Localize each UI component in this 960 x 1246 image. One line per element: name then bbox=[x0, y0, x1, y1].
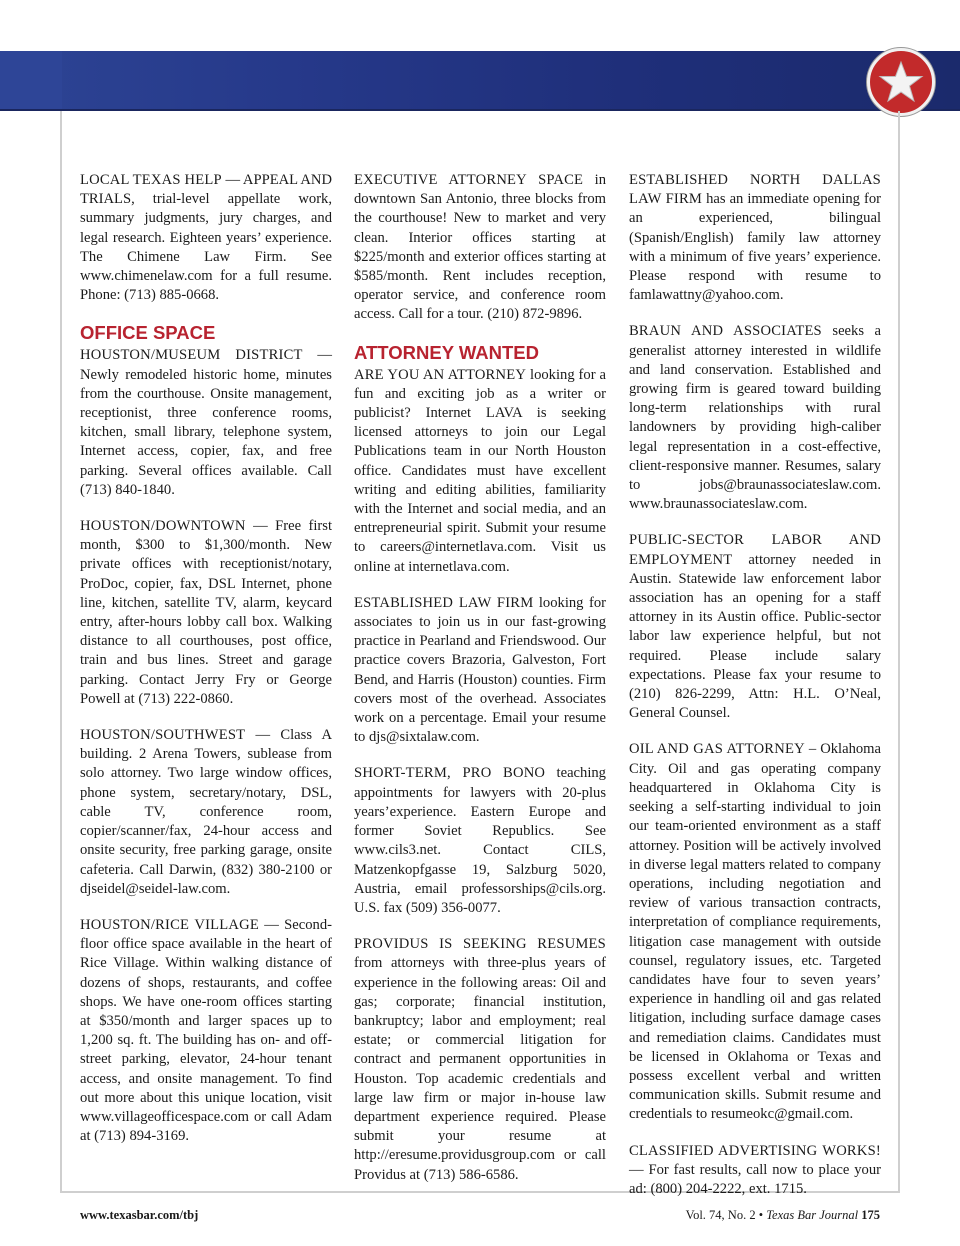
ad-houston-downtown: HOUSTON/DOWNTOWN — Free first month, $300 to $1,300/month. New private offices with receptionist/notary, ProDoc, copier, fax, DSL Internet, phone line, kitchen, satellite TV, alarm, keycard entry, after-hours lobby call box. Walking distance to all courthouses, post office, train and bus lines. Street and garage parking. Contact Jerry Fry or George Powell at (713) 222-0860. bbox=[80, 518, 332, 707]
ad-short-term-pro-bono: SHORT-TERM, PRO BONO teaching appointments for lawyers with 20-plus years’experience. Eastern Europe and former Soviet Republics. See www.cils3.net. Contact CILS, Matzenkopfgasse 19, Salzburg 5020, Austria, email professorships@cils.org. U.S. fax (509) 356-0077. bbox=[354, 765, 606, 916]
footer-volume: Vol. 74, No. 2 bbox=[685, 1208, 756, 1222]
footer-bullet: • bbox=[758, 1208, 764, 1222]
ad-braun-associates: BRAUN AND ASSOCIATES seeks a generalist attorney interested in wildlife and land conservation. Established and growing firm is geared toward building long-term relationships with rural landowners by providing high-caliber legal representation in a cost-effective, client-responsive manner. Resumes, salary to jobs@braunassociateslaw.com. www.braunassociateslaw.com. bbox=[629, 323, 881, 513]
ad-established-law-firm: ESTABLISHED LAW FIRM looking for associates to join us in our fast-growing practice in Pearland and Friendswood. Our practice covers Brazoria, Galveston, Fort Bend, and Harris (Houston) counties. Firm covers most of the overhead. Associates work on a percentage. Email your resume to djs@sixtalaw.com. bbox=[354, 594, 606, 746]
star-icon bbox=[878, 59, 924, 105]
footer-url[interactable]: www.texasbar.com/tbj bbox=[80, 1208, 199, 1222]
ad-providus: PROVIDUS IS SEEKING RESUMES from attorneys with three-plus years of experience in the following areas: Oil and gas; corporate; financial institution, bankruptcy; labor and employment; real estate; or commercial litigation for contract and permanent opportunities in Houston. Top academic credentials and large law firm or major in-house law department experience required. Please submit your resume at http://eresume.providusgroup.com or call Providus at (713) 586-6586. bbox=[354, 936, 606, 1183]
footer-issue-info bbox=[686, 1208, 880, 1223]
header-banner bbox=[0, 51, 960, 111]
heading-office-space: OFFICE SPACE bbox=[80, 322, 216, 344]
column-3 bbox=[629, 171, 881, 1216]
ad-internet-lava: ARE YOU AN ATTORNEY looking for a fun and exciting job as a writer or publicist? Internet LAVA is seeking licensed attorneys to join our Legal Publications team in our North Houston office. Candidates must have excellent writing and editing abilities, familiarity with the Internet and social media, and an entrepreneurial spirit. Submit your resume to careers@internetlava.com. Visit us online at internetlava.com. bbox=[354, 366, 606, 575]
ad-classified-advertising: CLASSIFIED ADVERTISING WORKS! — For fast results, call now to place your ad: (800) 204-2222, ext. 1715. bbox=[629, 1142, 881, 1197]
ad-public-sector-labor: PUBLIC-SECTOR LABOR AND EMPLOYMENT attorney needed in Austin. Statewide law enforcement labor association has an opening for a staff attorney in its Austin office. Public-sector labor law experience helpful, but not required. Please include salary expectations. Please fax your resume to (210) 826-2299, Attn: H.L. O’Neal, General Counsel. bbox=[629, 532, 881, 722]
ad-executive-attorney-space: EXECUTIVE ATTORNEY SPACE in downtown San Antonio, three blocks from the courthouse! New to market and very clean. Interior offices starting at $225/month and exterior offices starting at $585/month. Rent includes reception, operator service, and conference room access. Call for a tour. (210) 872-9896. bbox=[354, 172, 607, 323]
footer-page-number: 175 bbox=[861, 1208, 880, 1222]
texas-star-badge bbox=[867, 48, 935, 116]
ad-houston-museum: HOUSTON/MUSEUM DISTRICT — Newly remodeled historic home, minutes from the courthouse. Onsite management, receptionist, three conference rooms, kitchen, small library, telephone system, Internet access, copier, fax, and free parking. Several offices available. Call (713) 840-1840. bbox=[80, 347, 332, 498]
ad-north-dallas: ESTABLISHED NORTH DALLAS LAW FIRM has an immediate opening for an experienced, bilingual (Spanish/English) family law attorney with a minimum of five years’ experience. Please respond with resume to famlawattny@yahoo.com. bbox=[629, 172, 881, 304]
footer-journal-name: Texas Bar Journal bbox=[766, 1208, 859, 1222]
heading-attorney-wanted: ATTORNEY WANTED bbox=[354, 341, 540, 363]
ad-houston-rice-village: HOUSTON/RICE VILLAGE — Second-floor office space available in the heart of Rice Village. Within walking distance of dozens of shops, restaurants, and coffee shops. We have one-room offices starting at $350/month and larger spaces up to 1,200 sq. ft. The building has on- and off-street parking, elevator, 24-hour tenant access, and onsite management. To find out more about this unique location, visit www.villageofficespace.com or call Adam at (713) 894-3169. bbox=[80, 916, 332, 1145]
header-banner-left-block bbox=[0, 51, 62, 109]
ad-local-texas-help: LOCAL TEXAS HELP — APPEAL AND TRIALS, trial-level appellate work, summary judgments, jury charges, and legal research. Eighteen years’ experience. The Chimene Law Firm. See www.chimenelaw.com for a full resume. Phone: (713) 885-0668. bbox=[80, 172, 332, 304]
column-2 bbox=[354, 171, 606, 1202]
ad-houston-southwest: HOUSTON/SOUTHWEST — Class A building. 2 Arena Towers, sublease from solo attorney. Two large window offices, phone system, secretary/notary, DSL, cable TV, conference room, copier/scanner/fax, 24-hour access and onsite security, free parking garage, onsite cafeteria. Call Darwin, (832) 380-2100 or djseidel@seidel-law.com. bbox=[80, 727, 332, 897]
column-1 bbox=[80, 171, 332, 1163]
ad-oil-gas-attorney: OIL AND GAS ATTORNEY – Oklahoma City. Oil and gas operating company headquartered in Oklahoma City is seeking a self-starting individual to join our team-oriented environment as a staff attorney. Position will be actively involved in diverse legal matters related to company operations, including negotiation and review of various transaction contracts, interpretation of compliance requirements, litigation case management with outside counsel, regulatory issues, etc. Targeted candidates have four to seven years’ experience in handling oil and gas related litigation, including surface damage cases and remediation claims. Candidates must be licensed in Oklahoma or Texas and possess excellent verbal and written communication skills. Submit resume and credentials to resumeokc@gmail.com. bbox=[629, 741, 882, 1123]
